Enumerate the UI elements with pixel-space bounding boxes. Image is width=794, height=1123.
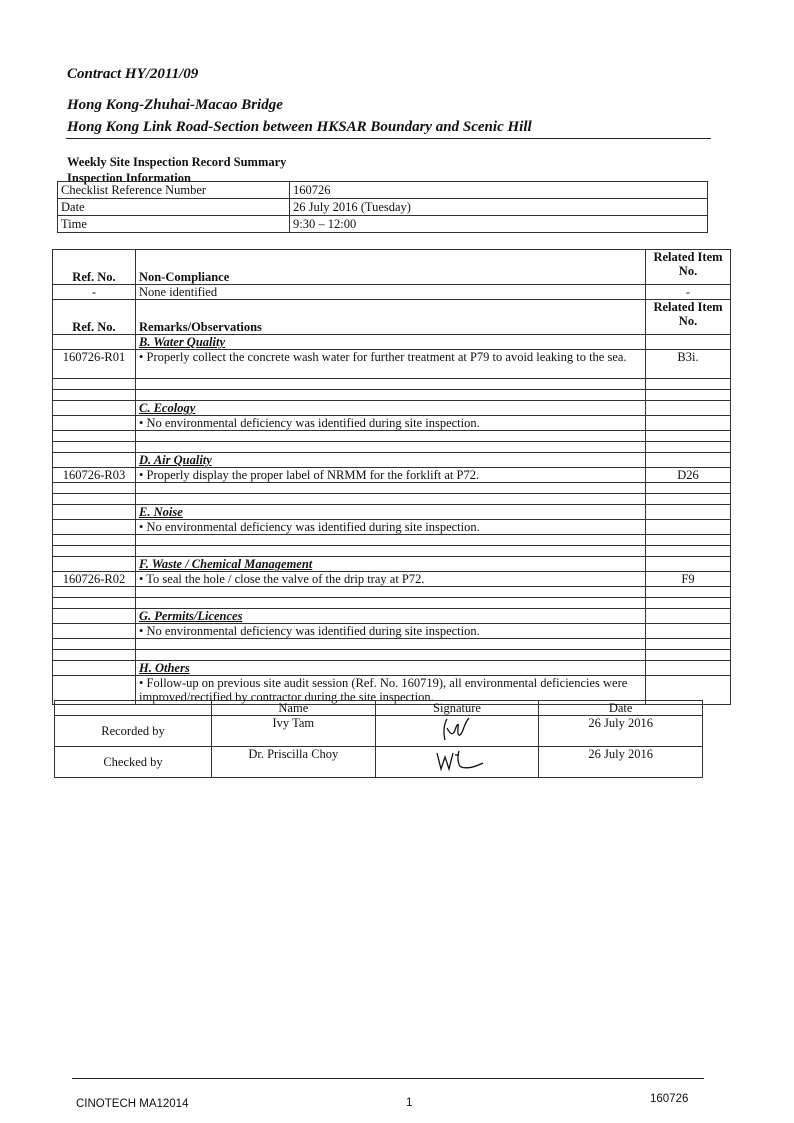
remark-text: • To seal the hole / close the valve of the drip tray at P72. bbox=[136, 572, 646, 587]
project-title: Hong Kong-Zhuhai-Macao Bridge bbox=[67, 97, 283, 113]
table-row bbox=[53, 335, 731, 350]
section-heading: E. Noise bbox=[136, 505, 646, 520]
ref-no-cell bbox=[53, 624, 136, 639]
non-compliance-header: Non-Compliance bbox=[136, 250, 646, 285]
table-row bbox=[53, 285, 731, 300]
info-label: Date bbox=[58, 199, 290, 216]
table-row bbox=[53, 572, 731, 587]
remark-text: • Properly collect the concrete wash water for further treatment at P79 to avoid leaking to the sea. bbox=[136, 350, 646, 379]
section-title: Hong Kong Link Road-Section between HKSAR Boundary and Scenic Hill bbox=[67, 119, 532, 135]
signature-header: Signature bbox=[375, 701, 539, 716]
table-row bbox=[53, 350, 731, 379]
non-compliance-text: None identified bbox=[136, 285, 646, 300]
remark-text: • No environmental deficiency was identified during site inspection. bbox=[136, 520, 646, 535]
table-row bbox=[53, 468, 731, 483]
table-row bbox=[53, 661, 731, 676]
table-row bbox=[53, 416, 731, 431]
ref-no-cell bbox=[53, 520, 136, 535]
table-row bbox=[55, 747, 703, 778]
section-heading: D. Air Quality bbox=[136, 453, 646, 468]
related-item-header: Related Item No. bbox=[646, 250, 731, 285]
info-value: 26 July 2016 (Tuesday) bbox=[290, 199, 708, 216]
table-row bbox=[53, 609, 731, 624]
date-header: Date bbox=[539, 701, 703, 716]
ref-no-header: Ref. No. bbox=[53, 250, 136, 285]
table-row bbox=[53, 520, 731, 535]
remark-text: • Properly display the proper label of NRMM for the forklift at P72. bbox=[136, 468, 646, 483]
header-rule bbox=[66, 138, 711, 139]
info-value: 9:30 – 12:00 bbox=[290, 216, 708, 233]
related-item-cell: - bbox=[646, 285, 731, 300]
table-row bbox=[58, 199, 708, 216]
table-row bbox=[58, 182, 708, 199]
section-heading: G. Permits/Licences bbox=[136, 609, 646, 624]
inspection-info-table bbox=[57, 181, 708, 233]
section-heading: H. Others bbox=[136, 661, 646, 676]
table-row bbox=[53, 624, 731, 639]
ref-no-cell: 160726-R03 bbox=[53, 468, 136, 483]
ref-no-cell: 160726-R02 bbox=[53, 572, 136, 587]
section-heading: F. Waste / Chemical Management bbox=[136, 557, 646, 572]
section-heading: B. Water Quality bbox=[136, 335, 646, 350]
ref-no-header: Ref. No. bbox=[53, 300, 136, 335]
related-item-cell: F9 bbox=[646, 572, 731, 587]
table-header-row bbox=[53, 250, 731, 285]
contract-number: Contract HY/2011/09 bbox=[67, 66, 199, 82]
remark-text: • Follow-up on previous site audit session (Ref. No. 160719), all environmental deficiencies were improved/rectified by contractor during the site inspection. bbox=[136, 676, 646, 705]
info-label: Checklist Reference Number bbox=[58, 182, 290, 199]
ref-no-cell: - bbox=[53, 285, 136, 300]
summary-title: Weekly Site Inspection Record Summary bbox=[67, 155, 287, 169]
signature-cell bbox=[375, 716, 539, 747]
info-value: 160726 bbox=[290, 182, 708, 199]
signature-cell bbox=[375, 747, 539, 778]
signer-name: Ivy Tam bbox=[212, 716, 376, 747]
ref-no-cell bbox=[53, 416, 136, 431]
role-label: Recorded by bbox=[55, 716, 212, 747]
table-header-row bbox=[53, 300, 731, 335]
ref-no-cell: 160726-R01 bbox=[53, 350, 136, 379]
signature-table bbox=[54, 700, 703, 778]
inspection-info-title: Inspection Information bbox=[67, 171, 191, 185]
remark-text: • No environmental deficiency was identified during site inspection. bbox=[136, 416, 646, 431]
footer-right-text: 160726 bbox=[650, 1093, 689, 1105]
related-item-cell bbox=[646, 416, 731, 431]
related-item-cell: B3i. bbox=[646, 350, 731, 379]
info-label: Time bbox=[58, 216, 290, 233]
signed-date: 26 July 2016 bbox=[539, 747, 703, 778]
handwritten-signature bbox=[397, 747, 517, 773]
related-item-cell: D26 bbox=[646, 468, 731, 483]
table-row bbox=[55, 716, 703, 747]
table-header-row bbox=[55, 701, 703, 716]
table-row bbox=[53, 557, 731, 572]
remark-text: • No environmental deficiency was identified during site inspection. bbox=[136, 624, 646, 639]
page-number: 1 bbox=[406, 1097, 413, 1109]
handwritten-signature bbox=[397, 716, 517, 742]
table-row bbox=[53, 453, 731, 468]
footer-rule bbox=[72, 1078, 704, 1079]
related-item-header: Related Item No. bbox=[646, 300, 731, 335]
table-row bbox=[58, 216, 708, 233]
signed-date: 26 July 2016 bbox=[539, 716, 703, 747]
related-item-cell bbox=[646, 624, 731, 639]
inspection-record-table bbox=[52, 249, 731, 705]
related-item-cell bbox=[646, 520, 731, 535]
role-label: Checked by bbox=[55, 747, 212, 778]
footer-left-text: CINOTECH MA12014 bbox=[76, 1098, 189, 1110]
table-row bbox=[53, 401, 731, 416]
table-row bbox=[53, 505, 731, 520]
signer-name: Dr. Priscilla Choy bbox=[212, 747, 376, 778]
name-header: Name bbox=[212, 701, 376, 716]
remarks-header: Remarks/Observations bbox=[136, 300, 646, 335]
section-heading: C. Ecology bbox=[136, 401, 646, 416]
